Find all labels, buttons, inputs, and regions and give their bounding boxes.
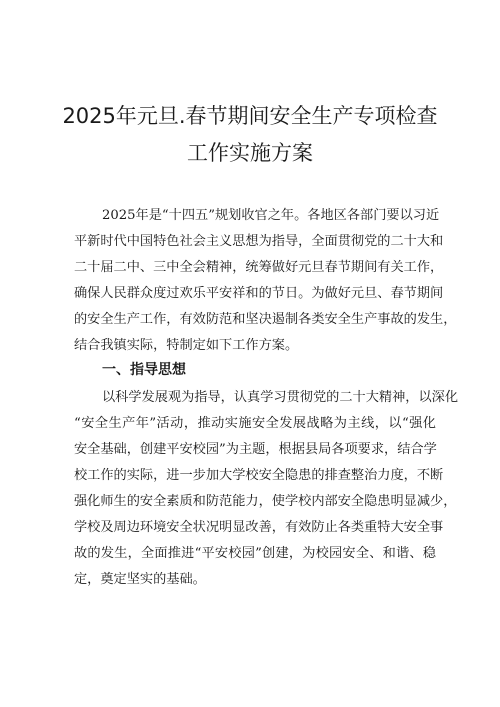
section-paragraph-line: 学校及周边环境安全状况明显改善，有效防止各类重特大安全事 — [74, 520, 444, 535]
intro-paragraph-line: 的安全生产工作，有效防范和坚决遏制各类安全生产事故的发生， — [74, 312, 457, 327]
intro-paragraph-line: 2025年是“十四五”规划收官之年。各地区各部门要以习近 — [102, 208, 440, 223]
section-paragraph-line: 故的发生，全面推进“平安校园”创建，为校园安全、和谐、稳 — [74, 546, 436, 561]
section-paragraph-line: “安全生产年”活动，推动实施安全发展战略为主线，以“强化 — [74, 416, 436, 431]
intro-paragraph-line: 平新时代中国特色社会主义思想为指导，全面贯彻党的二十大和 — [74, 234, 444, 249]
section-paragraph-line: 定，奠定坚实的基础。 — [74, 572, 206, 587]
intro-paragraph-line: 二十届二中、三中全会精神，统筹做好元旦春节期间有关工作， — [74, 260, 444, 275]
intro-paragraph-line: 结合我镇实际，特制定如下工作方案。 — [74, 338, 299, 353]
section-paragraph-line: 强化师生的安全素质和防范能力，使学校内部安全隐患明显减少， — [74, 494, 457, 509]
section-paragraph-line: 校工作的实际，进一步加大学校安全隐患的排查整治力度，不断 — [74, 468, 444, 483]
section-paragraph-line: 以科学发展观为指导，认真学习贯彻党的二十大精神，以深化 — [102, 390, 459, 405]
document-title-line-2: 工作实施方案 — [187, 141, 313, 165]
document-title-line-1: 2025年元旦.春节期间安全生产专项检查 — [62, 104, 438, 128]
intro-paragraph-line: 确保人民群众度过欢乐平安祥和的节日。为做好元旦、春节期间 — [74, 286, 444, 301]
section-paragraph-line: 安全基础，创建平安校园”为主题，根据县局各项要求，结合学 — [74, 442, 437, 457]
section-heading: 一、指导思想 — [102, 362, 186, 378]
